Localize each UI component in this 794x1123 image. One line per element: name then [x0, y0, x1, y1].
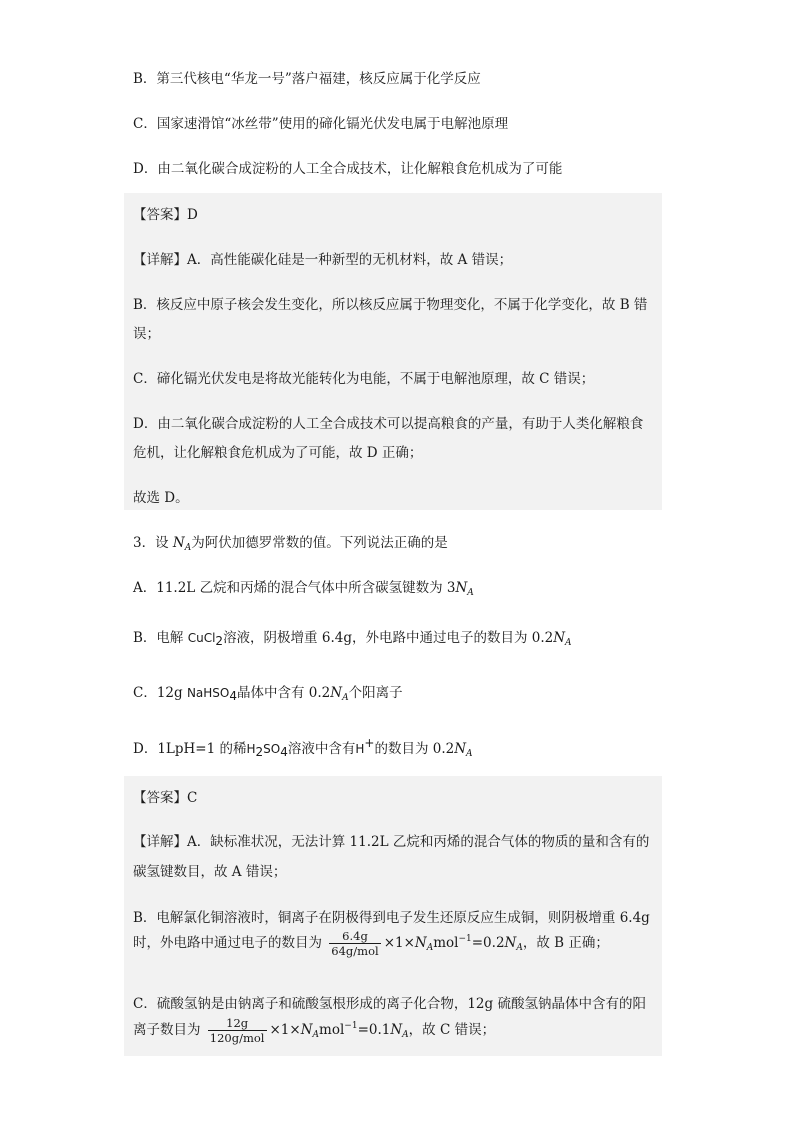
detail-c-q3-line1: C．硫酸氢钠是由钠离子和硫酸氢根形成的离子化合物，12g 硫酸氢钠晶体中含有的阳	[133, 996, 646, 1012]
option-b-prev: B．第三代核电“华龙一号”落户福建，核反应属于化学反应	[133, 71, 481, 87]
option-d-prev: D．由二氧化碳合成淀粉的人工全合成技术，让化解粮食危机成为了可能	[133, 161, 563, 177]
detail-b-prev-line1: B．核反应中原子核会发生变化，所以核反应属于物理变化，不属于化学变化，故 B 错	[133, 297, 648, 313]
answer-q3: 【答案】C	[133, 790, 198, 806]
detail-d-prev-line2: 危机，让化解粮食危机成为了可能，故 D 正确；	[133, 445, 423, 461]
fraction-c: $\frac{12g}{\text{120g/mol}}$	[209, 1016, 265, 1045]
answer-block-prev	[124, 193, 662, 510]
detail-a-q3-line1: 【详解】A．缺标准状况，无法计算 11.2L 乙烷和丙烯的混合气体的物质的量和含有的	[133, 834, 650, 850]
detail-b-q3-line2: 时，外电路中通过电子的数目为 $\frac{6.4g}{\text{64g/mol}}$ $\times 1\times N_Amol^{-1}=0.2N_A$，故 B 正确；	[133, 929, 609, 958]
detail-a-q3-line2: 碳氢键数目，故 A 错误；	[133, 864, 287, 880]
question-3-option-b: B．电解 CuCl2溶液，阴极增重 6.4g，外电路中通过电子的数目为 $0.2N_A$	[133, 630, 572, 648]
detail-d-prev-line1: D．由二氧化碳合成淀粉的人工全合成技术可以提高粮食的产量，有助于人类化解粮食	[133, 416, 644, 432]
question-3-option-c: C．12g NaHSO4晶体中含有 $0.2N_A$个阳离子	[133, 685, 403, 703]
question-3-option-d: D．1LpH=1 的稀H2SO4溶液中含有H+的数目为 $0.2N_A$	[133, 736, 473, 759]
detail-a-prev: 【详解】A．高性能碳化硅是一种新型的无机材料，故 A 错误；	[133, 252, 513, 268]
conclusion-prev: 故选 D。	[133, 490, 189, 506]
fraction-b: $\frac{6.4g}{\text{64g/mol}}$	[331, 929, 379, 958]
question-3-stem: 3．设 $N_A$为阿伏加德罗常数的值。下列说法正确的是	[133, 535, 448, 553]
option-c-prev: C．国家速滑馆“冰丝带”使用的碲化镉光伏发电属于电解池原理	[133, 116, 509, 132]
detail-b-prev-line2: 误；	[133, 326, 160, 342]
detail-c-prev: C．碲化镉光伏发电是将故光能转化为电能，不属于电解池原理，故 C 错误；	[133, 371, 595, 387]
question-3-option-a: A．11.2L 乙烷和丙烯的混合气体中所含碳氢键数为 $3N_A$	[133, 580, 474, 598]
detail-b-q3-line1: B．电解氯化铜溶液时，铜离子在阴极得到电子发生还原反应生成铜，则阴极增重 6.4g	[133, 910, 650, 926]
answer-prev: 【答案】D	[133, 207, 198, 223]
detail-c-q3-line2: 离子数目为 $\frac{12g}{\text{120g/mol}}$ $\times 1\times N_Amol^{-1}=0.1N_A$，故 C 错误；	[133, 1016, 496, 1045]
